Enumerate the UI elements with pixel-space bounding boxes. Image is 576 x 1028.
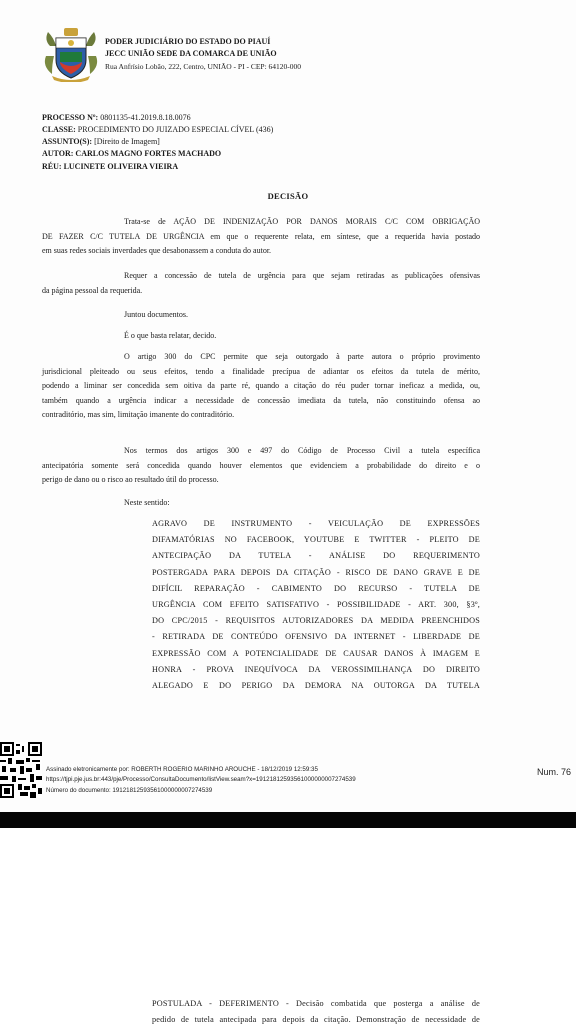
quote-continuation: POSTULADA - DEFERIMENTO - Decisão combatida que posterga a análise de pedido de tutela antecipada para depois da citação. Demonstração de necessidade de	[152, 999, 480, 1025]
classe-line: CLASSE: PROCEDIMENTO DO JUIZADO ESPECIAL CÍVEL (436)	[42, 125, 274, 134]
document-url[interactable]: https://tjpi.pje.jus.br:443/pje/Processo/ConsultaDocumento/listView.seam?x=19121812593561000000007274539	[46, 776, 356, 783]
court-unit: JECC UNIÃO SEDE DA COMARCA DE UNIÃO	[105, 49, 277, 58]
qr-code-icon	[0, 742, 42, 798]
court-crest-logo	[42, 26, 100, 82]
paragraph-4: É o que basta relatar, decido.	[124, 331, 217, 340]
processo-line: PROCESSO Nº: 0801135-41.2019.8.18.0076	[42, 113, 191, 122]
paragraph-2: Requer a concessão de tutela de urgência para que sejam retiradas as publicações ofensivas da página pessoal da requerida.	[42, 271, 480, 295]
court-address: Rua Anfrísio Lobão, 222, Centro, UNIÃO - PI - CEP: 64120-000	[105, 62, 302, 71]
decision-title: DECISÃO	[267, 191, 309, 201]
signature-footer	[0, 740, 576, 804]
paragraph-7: Neste sentido:	[124, 498, 170, 507]
document-page-2	[0, 828, 576, 1024]
document-number: Número do documento: 19121812593561000000007274539	[46, 787, 213, 794]
page-num-label: Num. 76	[537, 767, 572, 777]
page-separator	[0, 812, 576, 828]
jurisprudence-quote: AGRAVO DE INSTRUMENTO - VEICULAÇÃO DE EXPRESSÕES DIFAMATÓRIAS NO FACEBOOK, YOUTUBE E TWITTER - PLEITO DE ANTECIPAÇÃO DA TUTELA - ANÁLISE DO REQUERIMENTO POSTERGADA PARA DEPOIS DA CITAÇÃO - RISCO DE DANO GRAVE E DE DIFÍCIL REPARAÇÃO - CABIMENTO DO RECURSO - TUTELA DE URGÊNCIA COM EFEITO SATISFATIVO - POSSIBILIDADE - ART. 300, §3º, DO CPC/2015 - REQUISITOS AUTORIZADORES DA MEDIDA PREENCHIDOS - RETIRADA DE CONTEÚDO OFENSIVO DA INTERNET - LIBERDADE DE EXPRESSÃO COM A POTENCIALIDADE DE CAUSAR DANOS À IMAGEM E HONRA - PROVA INEQUÍVOCA DA VEROSSIMILHANÇA DO DIREITO ALEGADO E DO PERIGO DA DEMORA NA OUTORGA DA TUTELA	[152, 519, 480, 691]
paragraph-6: Nos termos dos artigos 300 e 497 do Código de Processo Civil a tutela específica antecipatória somente será concedida quando houver elementos que evidenciem a probabilidade do direito e o perigo de dano ou o risco ao resultado útil do processo.	[42, 446, 480, 484]
reu-line: RÉU: LUCINETE OLIVEIRA VIEIRA	[42, 162, 179, 171]
court-name: PODER JUDICIÁRIO DO ESTADO DO PIAUÍ	[105, 37, 271, 46]
paragraph-3: Juntou documentos.	[124, 310, 188, 319]
paragraph-1: Trata-se de AÇÃO DE INDENIZAÇÃO POR DANOS MORAIS C/C COM OBRIGAÇÃO DE FAZER C/C TUTELA DE URGÊNCIA em que o requerente relata, em síntese, que a requerida havia postado em suas redes sociais inverdades que desabonassem a conduta do autor.	[42, 217, 480, 255]
autor-line: AUTOR: CARLOS MAGNO FORTES MACHADO	[42, 149, 222, 158]
signed-by-text: Assinado eletronicamente por: ROBERTH ROGERIO MARINHO AROUCHE - 18/12/2019 12:59:35	[46, 766, 318, 773]
assunto-line: ASSUNTO(S): [Direito de Imagem]	[42, 137, 160, 146]
paragraph-5: O artigo 300 do CPC permite que seja outorgado à parte autora o próprio provimento jurisdicional pleiteado ou seus efeitos, tendo a finalidade precípua de adiantar os efeitos da tutela de mérito, podendo a liminar ser concedida sem oitiva da parte ré, quando a citação do réu puder tornar ineficaz a medida, ou, também quando a urgência indicar a necessidade de concessão imediata da tutela, não constituindo ofensa ao contraditório, mas sim, limitação imanente do contraditório.	[42, 352, 480, 419]
